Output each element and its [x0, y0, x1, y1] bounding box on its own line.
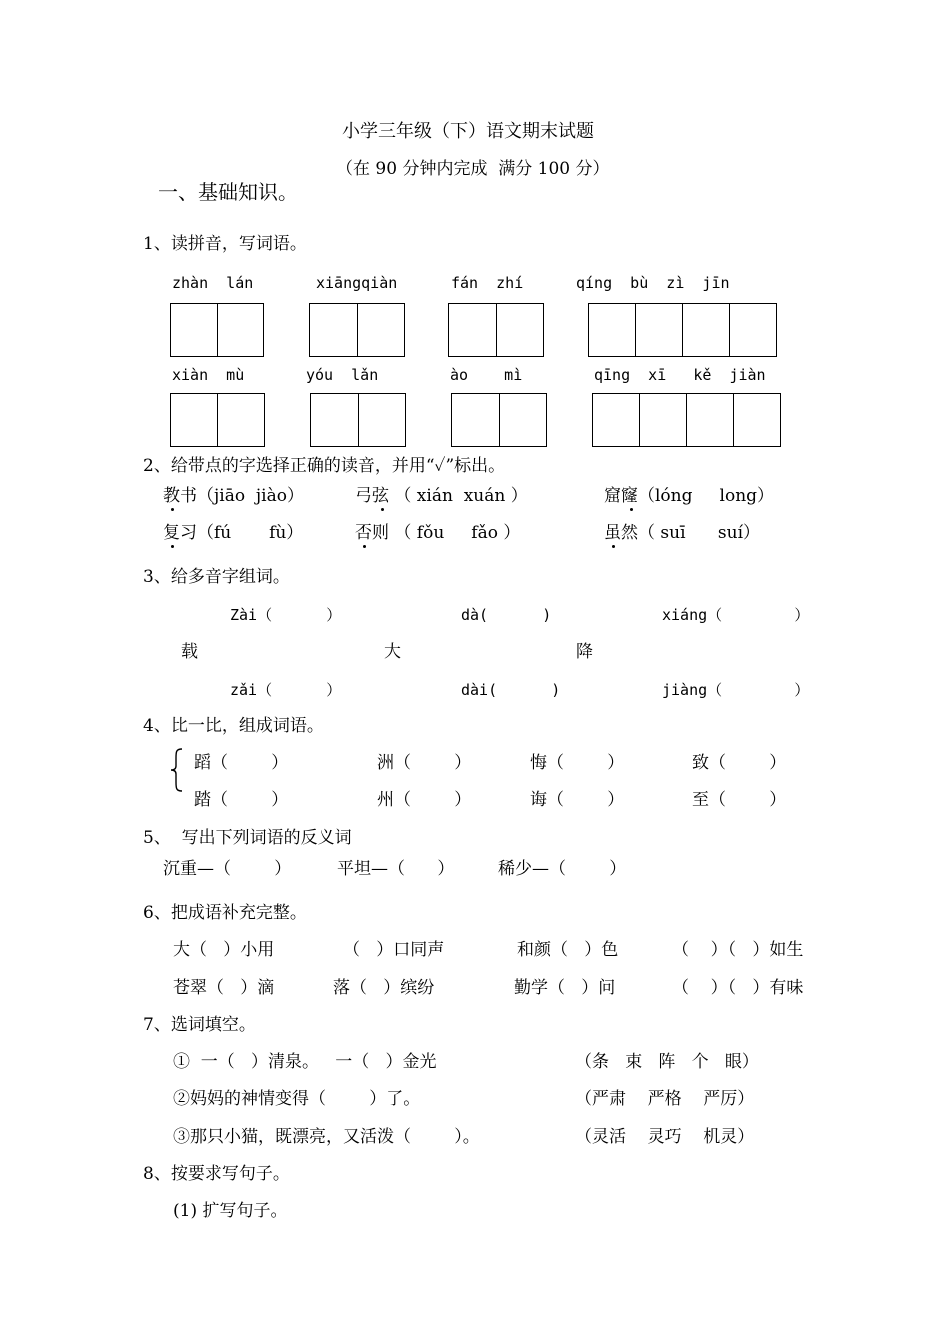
- antonym-item[interactable]: 稀少—（ ）: [498, 859, 627, 879]
- pinyin-label: xiàn mù: [172, 366, 245, 384]
- antonym-item[interactable]: 平坦—（ ）: [337, 859, 455, 879]
- page-subtitle: （在 90 分钟内完成 满分 100 分）: [336, 159, 610, 179]
- pinyin-label: ào mì: [450, 366, 523, 384]
- polyphone-reading[interactable]: jiàng（ ）: [662, 681, 810, 699]
- compare-item[interactable]: 蹈（ ）: [194, 753, 289, 773]
- idiom-item[interactable]: 勤学（ ）问: [514, 978, 616, 998]
- compare-item[interactable]: 诲（ ）: [530, 790, 625, 810]
- answer-box-4[interactable]: [592, 393, 781, 447]
- idiom-item[interactable]: （ ）（ ）有味: [672, 978, 804, 998]
- answer-box-2[interactable]: [448, 303, 544, 357]
- fill-sentence[interactable]: ③那只小猫，既漂亮，又活泼（ ）。: [173, 1127, 480, 1147]
- answer-box-2[interactable]: [309, 303, 405, 357]
- section-heading-basics: 一、基础知识。: [158, 180, 298, 204]
- question-5-heading: 5、 写出下列词语的反义词: [143, 828, 352, 848]
- pinyin-label: zhàn lán: [172, 274, 254, 292]
- question-3-heading: 3、给多音字组词。: [143, 567, 290, 587]
- question-6-heading: 6、把成语补充完整。: [143, 903, 307, 923]
- pronunciation-item[interactable]: 复习（fú fù）: [163, 523, 304, 543]
- pinyin-label: yóu lǎn: [306, 366, 379, 384]
- pinyin-label: xiāngqiàn: [316, 274, 398, 292]
- answer-box-2[interactable]: [451, 393, 547, 447]
- polyphone-reading[interactable]: Zài（ ）: [230, 606, 342, 624]
- pronunciation-item[interactable]: 窟窿（lóng long）: [604, 486, 775, 506]
- compare-item[interactable]: 悔（ ）: [530, 753, 625, 773]
- question-2-heading: 2、给带点的字选择正确的读音，并用“✓”标出。: [143, 456, 506, 476]
- compare-item[interactable]: 洲（ ）: [377, 753, 472, 773]
- word-choices: （条 束 阵 个 眼）: [575, 1052, 759, 1072]
- idiom-item[interactable]: 落（ ）缤纷: [333, 978, 435, 998]
- polyphone-char: 降: [576, 642, 593, 662]
- polyphone-char: 大: [384, 642, 401, 662]
- word-choices: （灵活 灵巧 机灵）: [575, 1127, 755, 1147]
- emphasis-dot: [171, 508, 174, 511]
- compare-item[interactable]: 致（ ）: [692, 753, 787, 773]
- question-1-heading: 1、读拼音，写词语。: [143, 234, 307, 254]
- answer-box-4[interactable]: [588, 303, 777, 357]
- compare-item[interactable]: 至（ ）: [692, 790, 787, 810]
- answer-box-2[interactable]: [170, 393, 265, 447]
- pinyin-label: qīng xī kě jiàn: [594, 366, 766, 384]
- word-choices: （严肃 严格 严厉）: [575, 1089, 755, 1109]
- question-8-subheading: (1) 扩写句子。: [173, 1201, 288, 1221]
- polyphone-reading[interactable]: dà( ): [461, 606, 552, 624]
- polyphone-char: 载: [181, 642, 198, 662]
- pronunciation-item[interactable]: 教书（jiāo jiào）: [163, 486, 304, 506]
- question-7-heading: 7、选词填空。: [143, 1015, 256, 1035]
- idiom-item[interactable]: 苍翠（ ）滴: [173, 978, 275, 998]
- polyphone-reading[interactable]: zǎi（ ）: [230, 681, 342, 699]
- emphasis-dot: [612, 545, 615, 548]
- compare-item[interactable]: 踏（ ）: [194, 790, 289, 810]
- idiom-item[interactable]: 和颜（ ）色: [517, 940, 619, 960]
- page-title: 小学三年级（下）语文期末试题: [342, 121, 594, 142]
- emphasis-dot: [630, 508, 633, 511]
- emphasis-dot: [381, 508, 384, 511]
- emphasis-dot: [363, 545, 366, 548]
- compare-item[interactable]: 州（ ）: [377, 790, 472, 810]
- pronunciation-item[interactable]: 虽然（ suī suí）: [604, 523, 761, 543]
- idiom-item[interactable]: （ ）（ ）如生: [672, 940, 804, 960]
- answer-box-2[interactable]: [310, 393, 406, 447]
- fill-sentence[interactable]: ②妈妈的神情变得（ ）了。: [173, 1089, 421, 1109]
- brace-icon: [170, 748, 184, 792]
- pinyin-label: fán zhí: [451, 274, 524, 292]
- polyphone-reading[interactable]: xiáng（ ）: [662, 606, 810, 624]
- answer-box-2[interactable]: [170, 303, 264, 357]
- idiom-item[interactable]: （ ）口同声: [343, 940, 445, 960]
- question-8-heading: 8、按要求写句子。: [143, 1164, 290, 1184]
- polyphone-reading[interactable]: dài( ): [461, 681, 561, 699]
- fill-sentence[interactable]: ① 一（ ）清泉。 一（ ）金光: [173, 1052, 437, 1072]
- pinyin-label: qíng bù zì jīn: [576, 274, 730, 292]
- antonym-item[interactable]: 沉重—（ ）: [163, 859, 292, 879]
- pronunciation-item[interactable]: 否则 （ fǒu fǎo ）: [355, 523, 521, 543]
- pronunciation-item[interactable]: 弓弦 （ xián xuán ）: [355, 486, 528, 506]
- emphasis-dot: [171, 545, 174, 548]
- idiom-item[interactable]: 大（ ）小用: [173, 940, 275, 960]
- question-4-heading: 4、比一比，组成词语。: [143, 716, 324, 736]
